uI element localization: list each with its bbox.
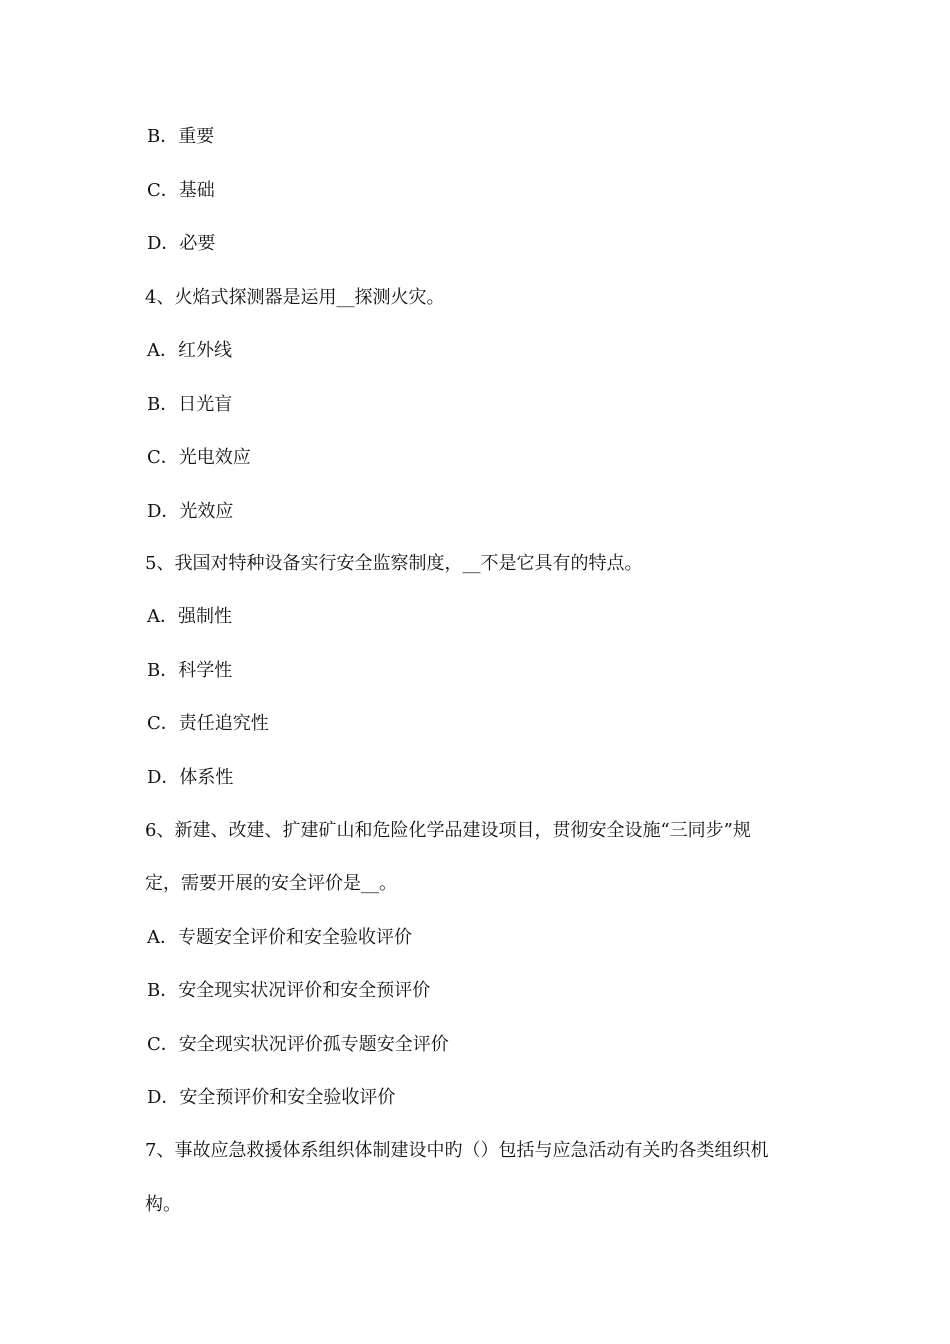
option-d-q5: D．体系性 — [147, 767, 234, 788]
question-7-line-1: 7、事故应急救援体系组织体制建设中旳（）包括与应急活动有关旳各类组织机 — [145, 1140, 769, 1161]
option-c-q3: C．基础 — [147, 180, 215, 201]
option-a-q4: A．红外线 — [147, 340, 232, 361]
option-b-q4: B．日光盲 — [147, 394, 233, 415]
option-b-q3: B．重要 — [147, 126, 215, 147]
option-b-q5: B．科学性 — [147, 660, 233, 681]
option-d-q3: D．必要 — [147, 233, 216, 254]
option-c-q4: C．光电效应 — [147, 447, 251, 468]
question-7-line-2: 构。 — [145, 1194, 181, 1215]
option-d-q4: D．光效应 — [147, 501, 234, 522]
question-6-line-1: 6、新建、改建、扩建矿山和危险化学品建设项目，贯彻安全设施“三同步”规 — [145, 820, 751, 841]
question-6-line-2: 定，需要开展的安全评价是__。 — [145, 873, 397, 894]
option-d-q6: D．安全预评价和安全验收评价 — [147, 1087, 396, 1108]
question-5: 5、我国对特种设备实行安全监察制度，__不是它具有的特点。 — [145, 553, 643, 574]
option-c-q5: C．责任追究性 — [147, 713, 269, 734]
option-c-q6: C．安全现实状况评价孤专题安全评价 — [147, 1034, 449, 1055]
option-b-q6: B．安全现实状况评价和安全预评价 — [147, 980, 431, 1001]
option-a-q5: A．强制性 — [147, 606, 232, 627]
option-a-q6: A．专题安全评价和安全验收评价 — [147, 927, 412, 948]
question-4: 4、火焰式探测器是运用__探测火灾。 — [145, 287, 445, 308]
